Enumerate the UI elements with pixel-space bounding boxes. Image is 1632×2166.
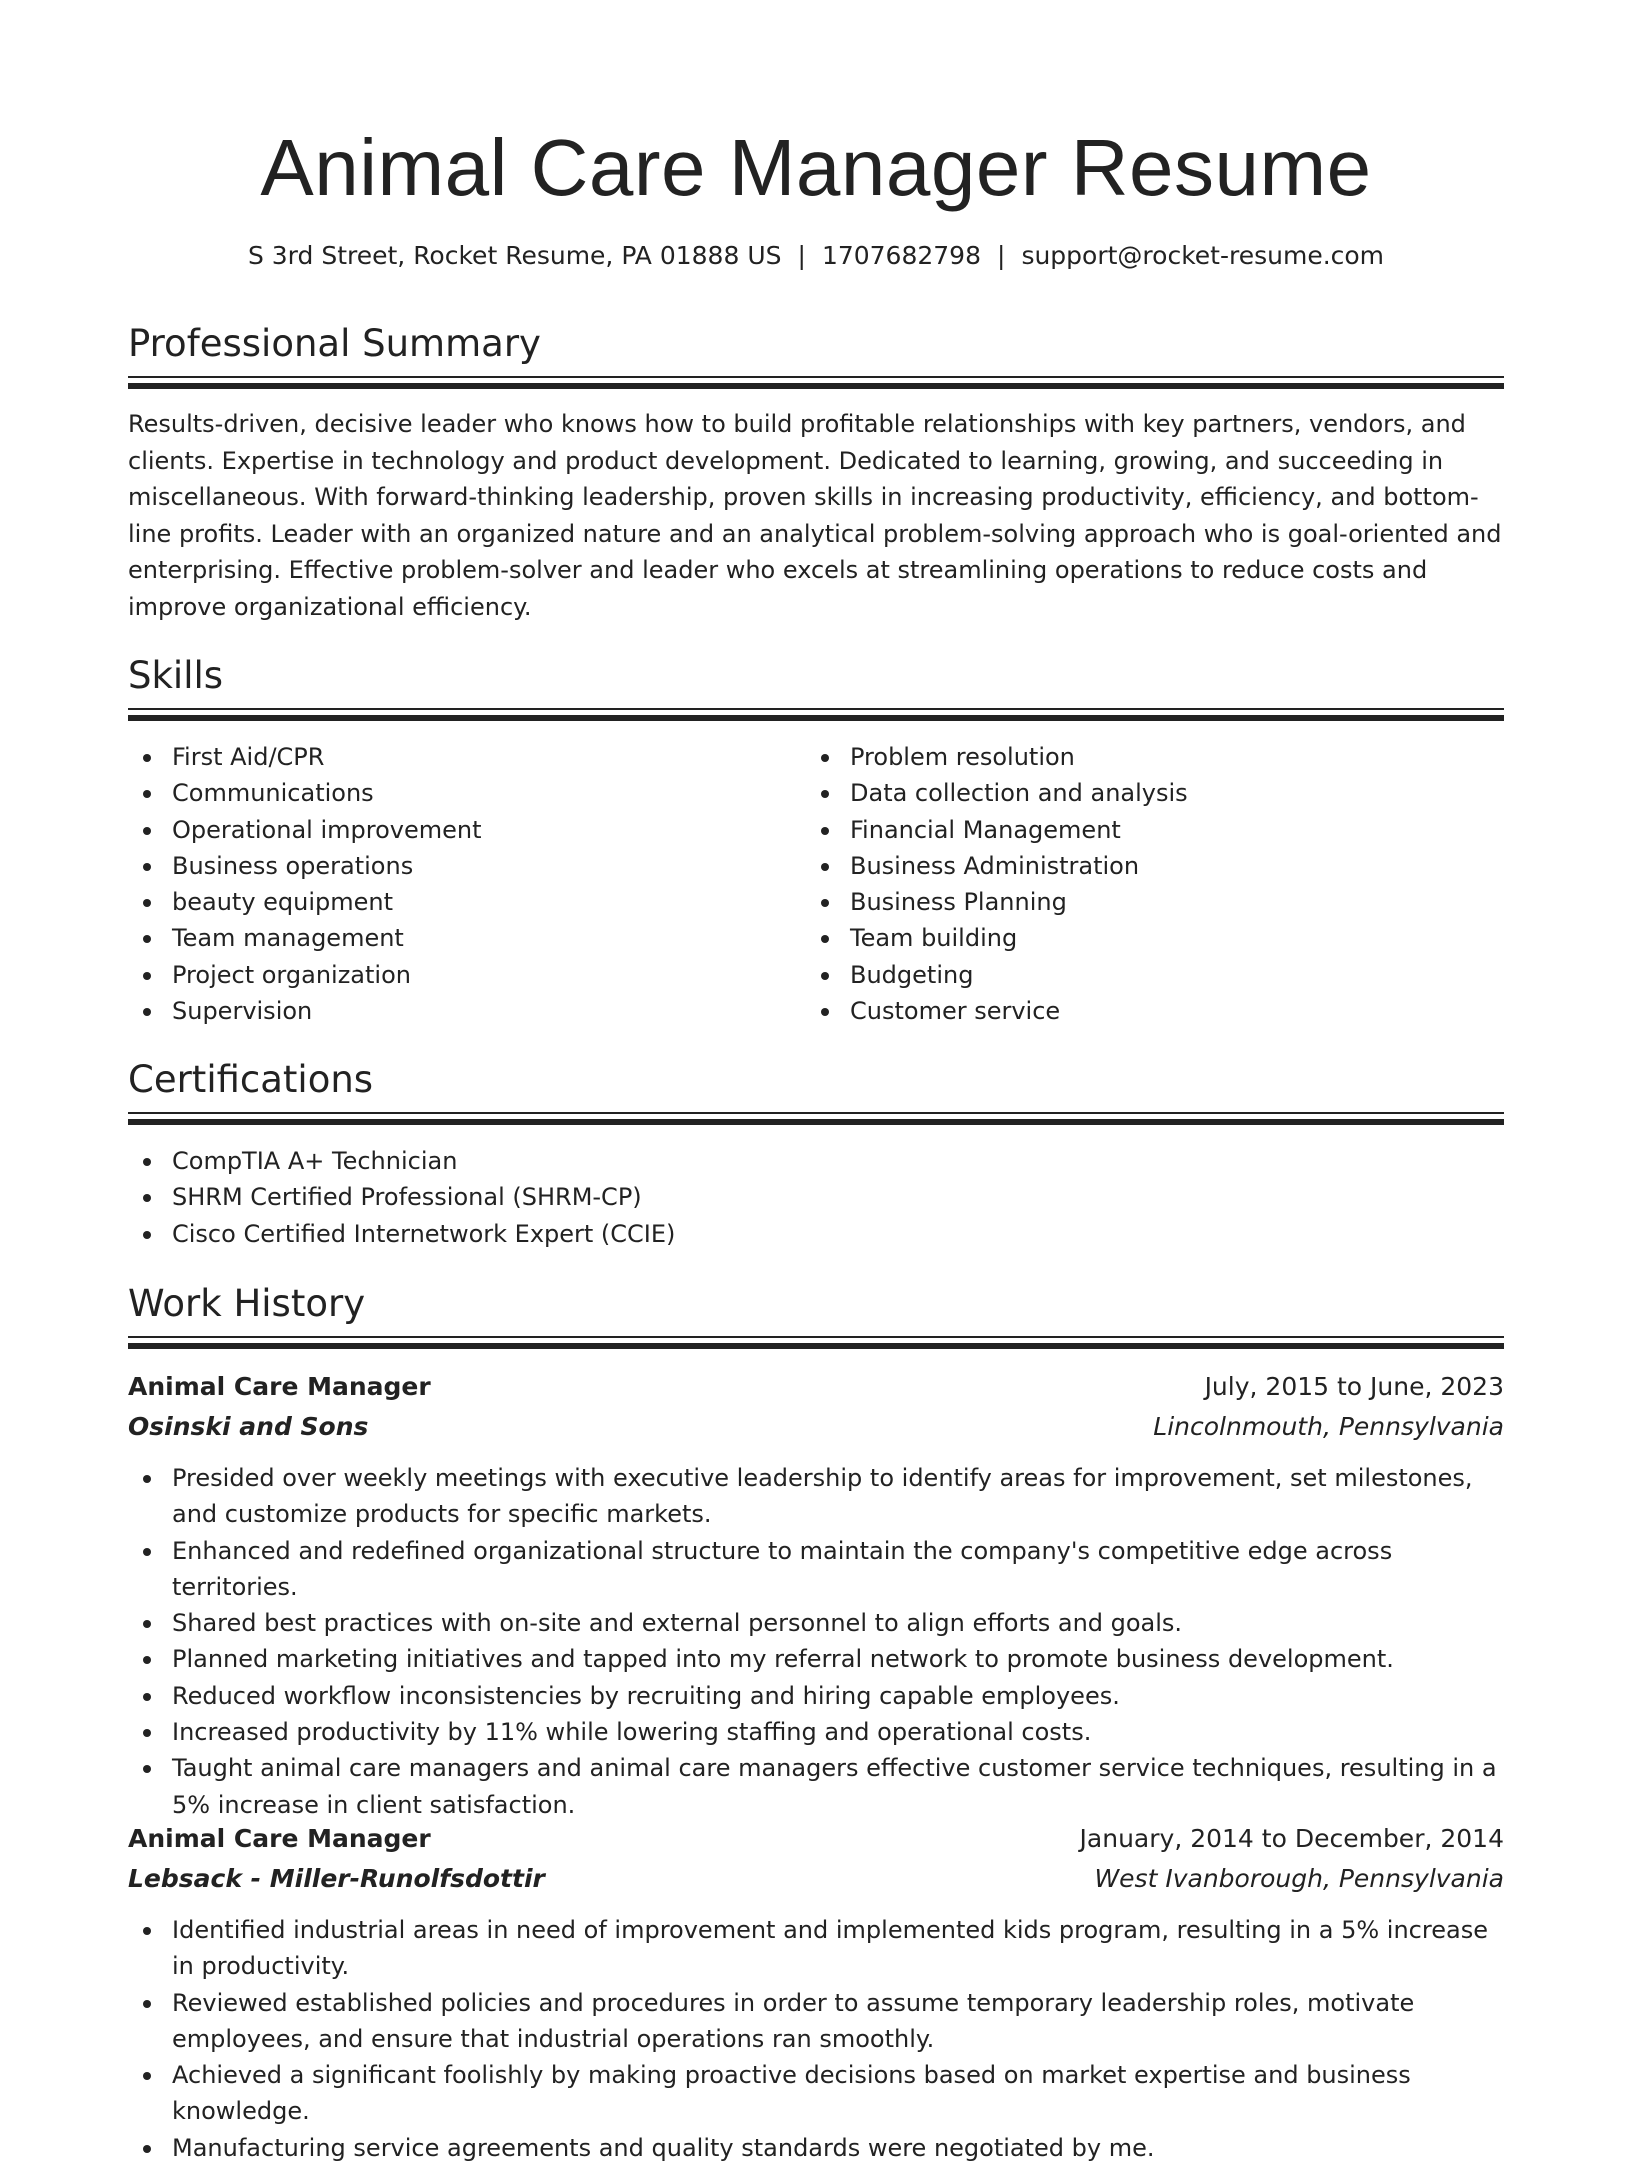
- contact-phone: 1707682798: [821, 241, 981, 270]
- job-title: Animal Care Manager: [128, 1824, 431, 1853]
- list-item: Supervision: [128, 993, 788, 1029]
- job-bullets: [128, 1912, 1504, 2166]
- contact-separator: |: [997, 241, 1006, 270]
- list-item: Presided over weekly meetings with executive leadership to identify areas for improvement, set milestones, and customize products for specific markets.: [128, 1460, 1504, 1533]
- list-item: Reduced workflow inconsistencies by recruiting and hiring capable employees.: [128, 1678, 1504, 1714]
- list-item: Budgeting: [806, 957, 1486, 993]
- certifications-heading: Certifications: [128, 1058, 374, 1101]
- list-item: Customer service: [806, 993, 1486, 1029]
- list-item: SHRM Certified Professional (SHRM-CP): [128, 1179, 1504, 1215]
- list-item: Project organization: [128, 957, 788, 993]
- job-company-row: [128, 1861, 1504, 1897]
- contact-separator: |: [797, 241, 806, 270]
- resume-title: Animal Care Manager Resume: [260, 123, 1372, 212]
- contact-line: [128, 238, 1504, 274]
- job-location: Lincolnmouth, Pennsylvania: [1153, 1412, 1504, 1441]
- job-company-row: [128, 1409, 1504, 1445]
- job-bullets: [128, 1460, 1504, 1823]
- skills-divider: [128, 708, 1504, 722]
- skills-list-left: [128, 739, 788, 1029]
- list-item: Manufacturing service agreements and quality standards were negotiated by me.: [128, 2130, 1504, 2166]
- list-item: Achieved a significant foolishly by making proactive decisions based on market expertise and business knowledge.: [128, 2057, 1504, 2130]
- list-item: Increased productivity by 11% while lowering staffing and operational costs.: [128, 1714, 1504, 1750]
- list-item: Planned marketing initiatives and tapped into my referral network to promote business development.: [128, 1641, 1504, 1677]
- list-item: Team management: [128, 920, 788, 956]
- work-history-divider: [128, 1336, 1504, 1350]
- list-item: Problem resolution: [806, 739, 1486, 775]
- skills-list-right: [806, 739, 1486, 1029]
- work-history-heading: Work History: [128, 1282, 366, 1325]
- list-item: Business Administration: [806, 848, 1486, 884]
- list-item: CompTIA A+ Technician: [128, 1143, 1504, 1179]
- job-title-row: [128, 1821, 1504, 1857]
- list-item: Business operations: [128, 848, 788, 884]
- list-item: Reviewed established policies and procedures in order to assume temporary leadership roles, motivate employees, and ensure that industrial operations ran smoothly.: [128, 1985, 1504, 2058]
- summary-text: Results-driven, decisive leader who knows how to build profitable relationships with key partners, vendors, and clients. Expertise in technology and product development. Dedicated to learning, growing, and succeeding in miscellaneous. With forward-thinking leadership, proven skills in increasing productivity, efficiency, and bottom-line profits. Leader with an organized nature and an analytical problem-solving approach who is goal-oriented and enterprising. Effective problem-solver and leader who excels at streamlining operations to reduce costs and improve organizational efficiency.: [128, 410, 1502, 621]
- job-title: Animal Care Manager: [128, 1372, 431, 1401]
- list-item: Cisco Certified Internetwork Expert (CCIE): [128, 1216, 1504, 1252]
- list-item: Taught animal care managers and animal care managers effective customer service techniques, resulting in a 5% increase in client satisfaction.: [128, 1750, 1504, 1823]
- skills-heading: Skills: [128, 654, 224, 697]
- job-company: Osinski and Sons: [128, 1412, 369, 1441]
- list-item: First Aid/CPR: [128, 739, 788, 775]
- job-dates: January, 2014 to December, 2014: [1079, 1824, 1504, 1853]
- list-item: Financial Management: [806, 812, 1486, 848]
- list-item: Enhanced and redefined organizational structure to maintain the company's competitive edge across territories.: [128, 1533, 1504, 1606]
- list-item: Identified industrial areas in need of improvement and implemented kids program, resulting in a 5% increase in productivity.: [128, 1912, 1504, 1985]
- job-location: West Ivanborough, Pennsylvania: [1094, 1864, 1504, 1893]
- job-dates: July, 2015 to June, 2023: [1204, 1372, 1504, 1401]
- list-item: Data collection and analysis: [806, 775, 1486, 811]
- list-item: Business Planning: [806, 884, 1486, 920]
- list-item: Communications: [128, 775, 788, 811]
- certifications-divider: [128, 1112, 1504, 1126]
- contact-address: S 3rd Street, Rocket Resume, PA 01888 US: [247, 241, 782, 270]
- job-company: Lebsack - Miller-Runolfsdottir: [128, 1864, 545, 1893]
- certifications-list: [128, 1143, 1504, 1252]
- list-item: Operational improvement: [128, 812, 788, 848]
- job-title-row: [128, 1369, 1504, 1405]
- list-item: Shared best practices with on-site and external personnel to align efforts and goals.: [128, 1605, 1504, 1641]
- contact-email: support@rocket-resume.com: [1021, 241, 1385, 270]
- summary-divider: [128, 376, 1504, 390]
- list-item: beauty equipment: [128, 884, 788, 920]
- summary-heading: Professional Summary: [128, 322, 541, 365]
- list-item: Team building: [806, 920, 1486, 956]
